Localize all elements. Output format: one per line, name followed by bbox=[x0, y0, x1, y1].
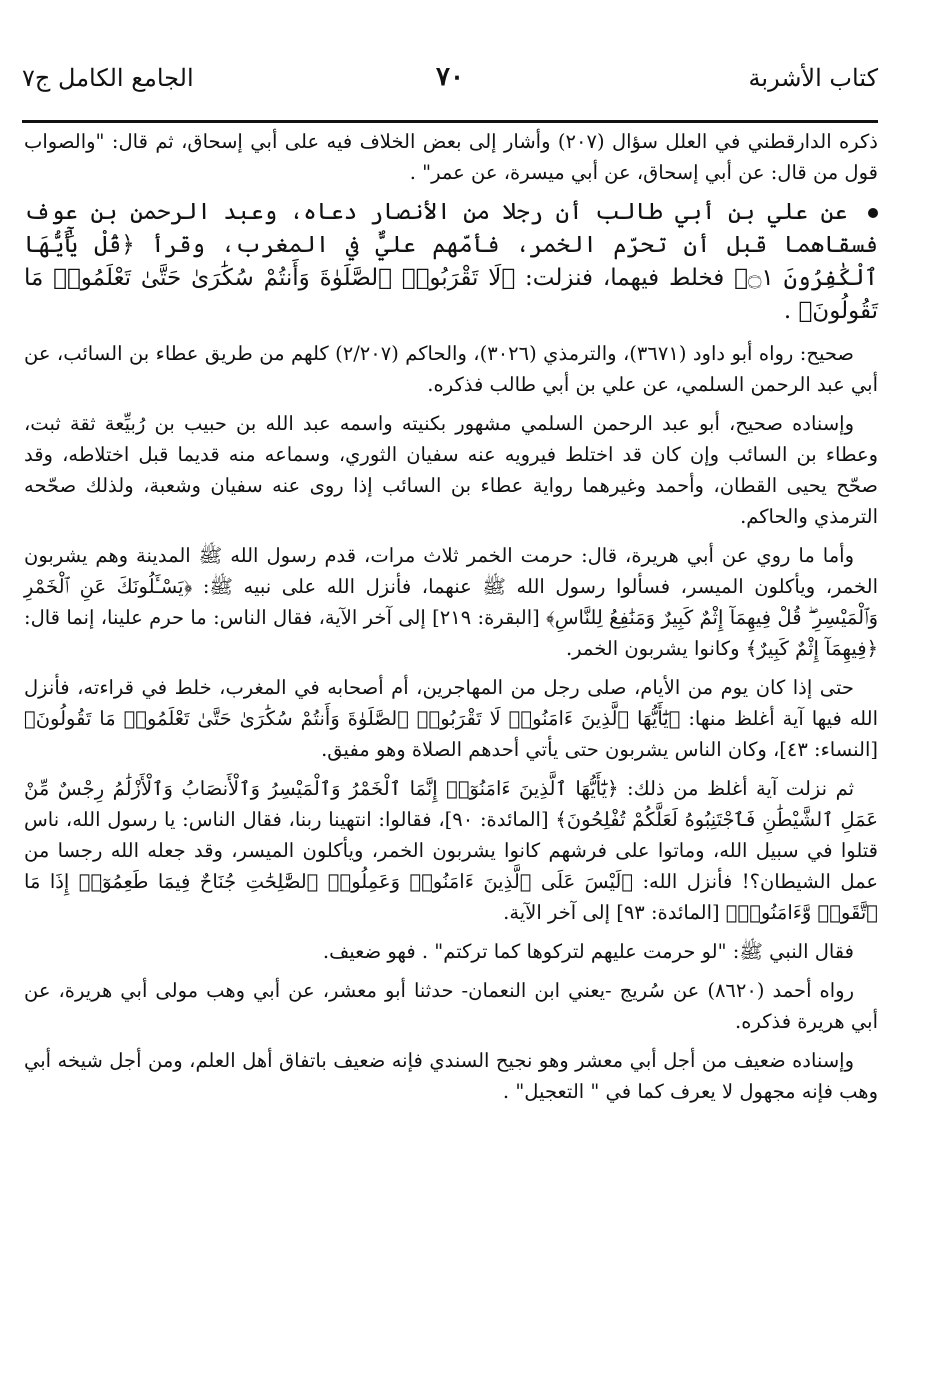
page-header bbox=[22, 58, 878, 108]
paragraph-text: حتى إذا كان يوم من الأيام، صلى رجل من المهاجرين، أم أصحابه في المغرب، خلط في قراءته، فأنزل الله فيها آية أغلظ منها: ﴿يَٰٓأَيُّهَا ٱلَّذِينَ ءَامَنُوا۟ لَا تَقْرَبُوا۟ ٱلصَّلَوٰةَ وَأَنتُمْ سُكَٰرَىٰ حَتَّىٰ تَعْلَمُوا۟ مَا تَقُولُونَ﴾ [النساء: ٤٣]، وكان الناس يشربون حتى يأتي أحدهم الصلاة وهو مفيق. bbox=[24, 676, 878, 761]
paragraph-text: وإسناده صحيح، أبو عبد الرحمن السلمي مشهور بكنيته واسمه عبد الله بن حبيب بن رُبيِّعة ثقة ثبت، وعطاء بن السائب وإن كان قد اختلط فيرويه عنه سفيان الثوري، وسماعه منه قديما قبل اختلاطه، وقد صحّح يحيى القطان، وأحمد وغيرهما رواية عطاء بن السائب إذا روى عنه سفيان وشعبة، ولذلك صحّحه الترمذي والحاكم. bbox=[24, 412, 878, 528]
paragraph-3 bbox=[24, 338, 878, 400]
paragraph-6 bbox=[24, 672, 878, 765]
paragraph-text: ذكره الدارقطني في العلل سؤال (٢٠٧) وأشار إلى بعض الخلاف فيه على أبي إسحاق، ثم قال: "والصواب قول من قال: عن أبي إسحاق، عن أبي ميسرة، عن عمر" . bbox=[24, 130, 878, 184]
hadith-text: عن علي بن أبي طالب أن رجلا من الأنصار دعاه، وعبد الرحمن بن عوف فسقاهما قبل أن تحرّم الخمر، فأمّهم عليٌّ في المغرب، وقرأ ﴿قُلْ يَٰٓأَيُّهَا ٱلْكَٰفِرُونَ ۝١﴾ فخلط فيهما، فنزلت: ﴿لَا تَقْرَبُوا۟ ٱلصَّلَوٰةَ وَأَنتُمْ سُكَٰرَىٰ حَتَّىٰ تَعْلَمُوا۟ مَا تَقُولُونَ﴾ . bbox=[24, 199, 878, 324]
paragraph-10 bbox=[24, 1045, 878, 1107]
paragraph-text: وإسناده ضعيف من أجل أبي معشر وهو نجيح السندي فإنه ضعيف باتفاق أهل العلم، ومن أجل شيخه أبي وهب فإنه مجهول لا يعرف كما في " التعجيل" . bbox=[24, 1049, 878, 1103]
paragraph-text: وأما ما روي عن أبي هريرة، قال: حرمت الخمر ثلاث مرات، قدم رسول الله ﷺ المدينة وهم يشربون الخمر، ويأكلون الميسر، فسألوا رسول الله ﷺ عنهما، فأنزل الله على نبيه ﷺ: ﴿يَسْـَٔلُونَكَ عَنِ ٱلْخَمْرِ وَٱلْمَيْسِرِ ۖ قُلْ فِيهِمَآ إِثْمٌ كَبِيرٌ وَمَنَٰفِعُ لِلنَّاسِ﴾ [البقرة: ٢١٩] إلى آخر الآية، فقال الناس: ما حرم علينا، إنما قال: ﴿فِيهِمَآ إِثْمٌ كَبِيرٌ﴾ وكانوا يشربون الخمر. bbox=[24, 544, 878, 660]
paragraph-8 bbox=[24, 936, 878, 967]
paragraph-5 bbox=[24, 540, 878, 664]
hadith-paragraph bbox=[24, 196, 878, 328]
paragraph-text: رواه أحمد (٨٦٢٠) عن سُريج -يعني ابن النعمان- حدثنا أبو معشر، عن أبي وهب مولى أبي هريرة، عن أبي هريرة فذكره. bbox=[24, 979, 878, 1033]
paragraph-4 bbox=[24, 408, 878, 532]
paragraph-7 bbox=[24, 773, 878, 928]
page-number: ٧٠ bbox=[436, 62, 464, 92]
bullet-icon bbox=[868, 208, 878, 218]
paragraph-text: ثم نزلت آية أغلظ من ذلك: ﴿يَٰٓأَيُّهَا ٱلَّذِينَ ءَامَنُوٓا۟ إِنَّمَا ٱلْخَمْرُ وَٱلْمَيْسِرُ وَٱلْأَنصَابُ وَٱلْأَزْلَٰمُ رِجْسٌ مِّنْ عَمَلِ ٱلشَّيْطَٰنِ فَٱجْتَنِبُوهُ لَعَلَّكُمْ تُفْلِحُونَ﴾ [المائدة: ٩٠]، فقالوا: انتهينا ربنا، فقال الناس: يا رسول الله، ناس قتلوا في سبيل الله، وماتوا على فرشهم كانوا يشربون الخمر، ويأكلون الميسر، وقد جعله الله رجسا من عمل الشيطان؟! فأنزل الله: ﴿لَيْسَ عَلَى ٱلَّذِينَ ءَامَنُوا۟ وَعَمِلُوا۟ ٱلصَّٰلِحَٰتِ جُنَاحٌ فِيمَا طَعِمُوٓا۟ إِذَا مَا ٱتَّقَوا۟ وَّءَامَنُوا۟﴾ [المائدة: ٩٣] إلى آخر الآية. bbox=[24, 777, 878, 924]
paragraph-text: فقال النبي ﷺ: "لو حرمت عليهم لتركوها كما تركتم" . فهو ضعيف. bbox=[322, 940, 854, 963]
header-divider bbox=[22, 120, 878, 123]
page-body bbox=[24, 126, 878, 1115]
paragraph-1 bbox=[24, 126, 878, 188]
book-title: كتاب الأشربة bbox=[748, 64, 878, 92]
volume-title: الجامع الكامل ج٧ bbox=[22, 64, 194, 92]
paragraph-9 bbox=[24, 975, 878, 1037]
paragraph-text: صحيح: رواه أبو داود (٣٦٧١)، والترمذي (٣٠٢٦)، والحاكم (٢/٢٠٧) كلهم من طريق عطاء بن السائب، عن أبي عبد الرحمن السلمي، عن علي بن أبي طالب فذكره. bbox=[24, 342, 878, 396]
